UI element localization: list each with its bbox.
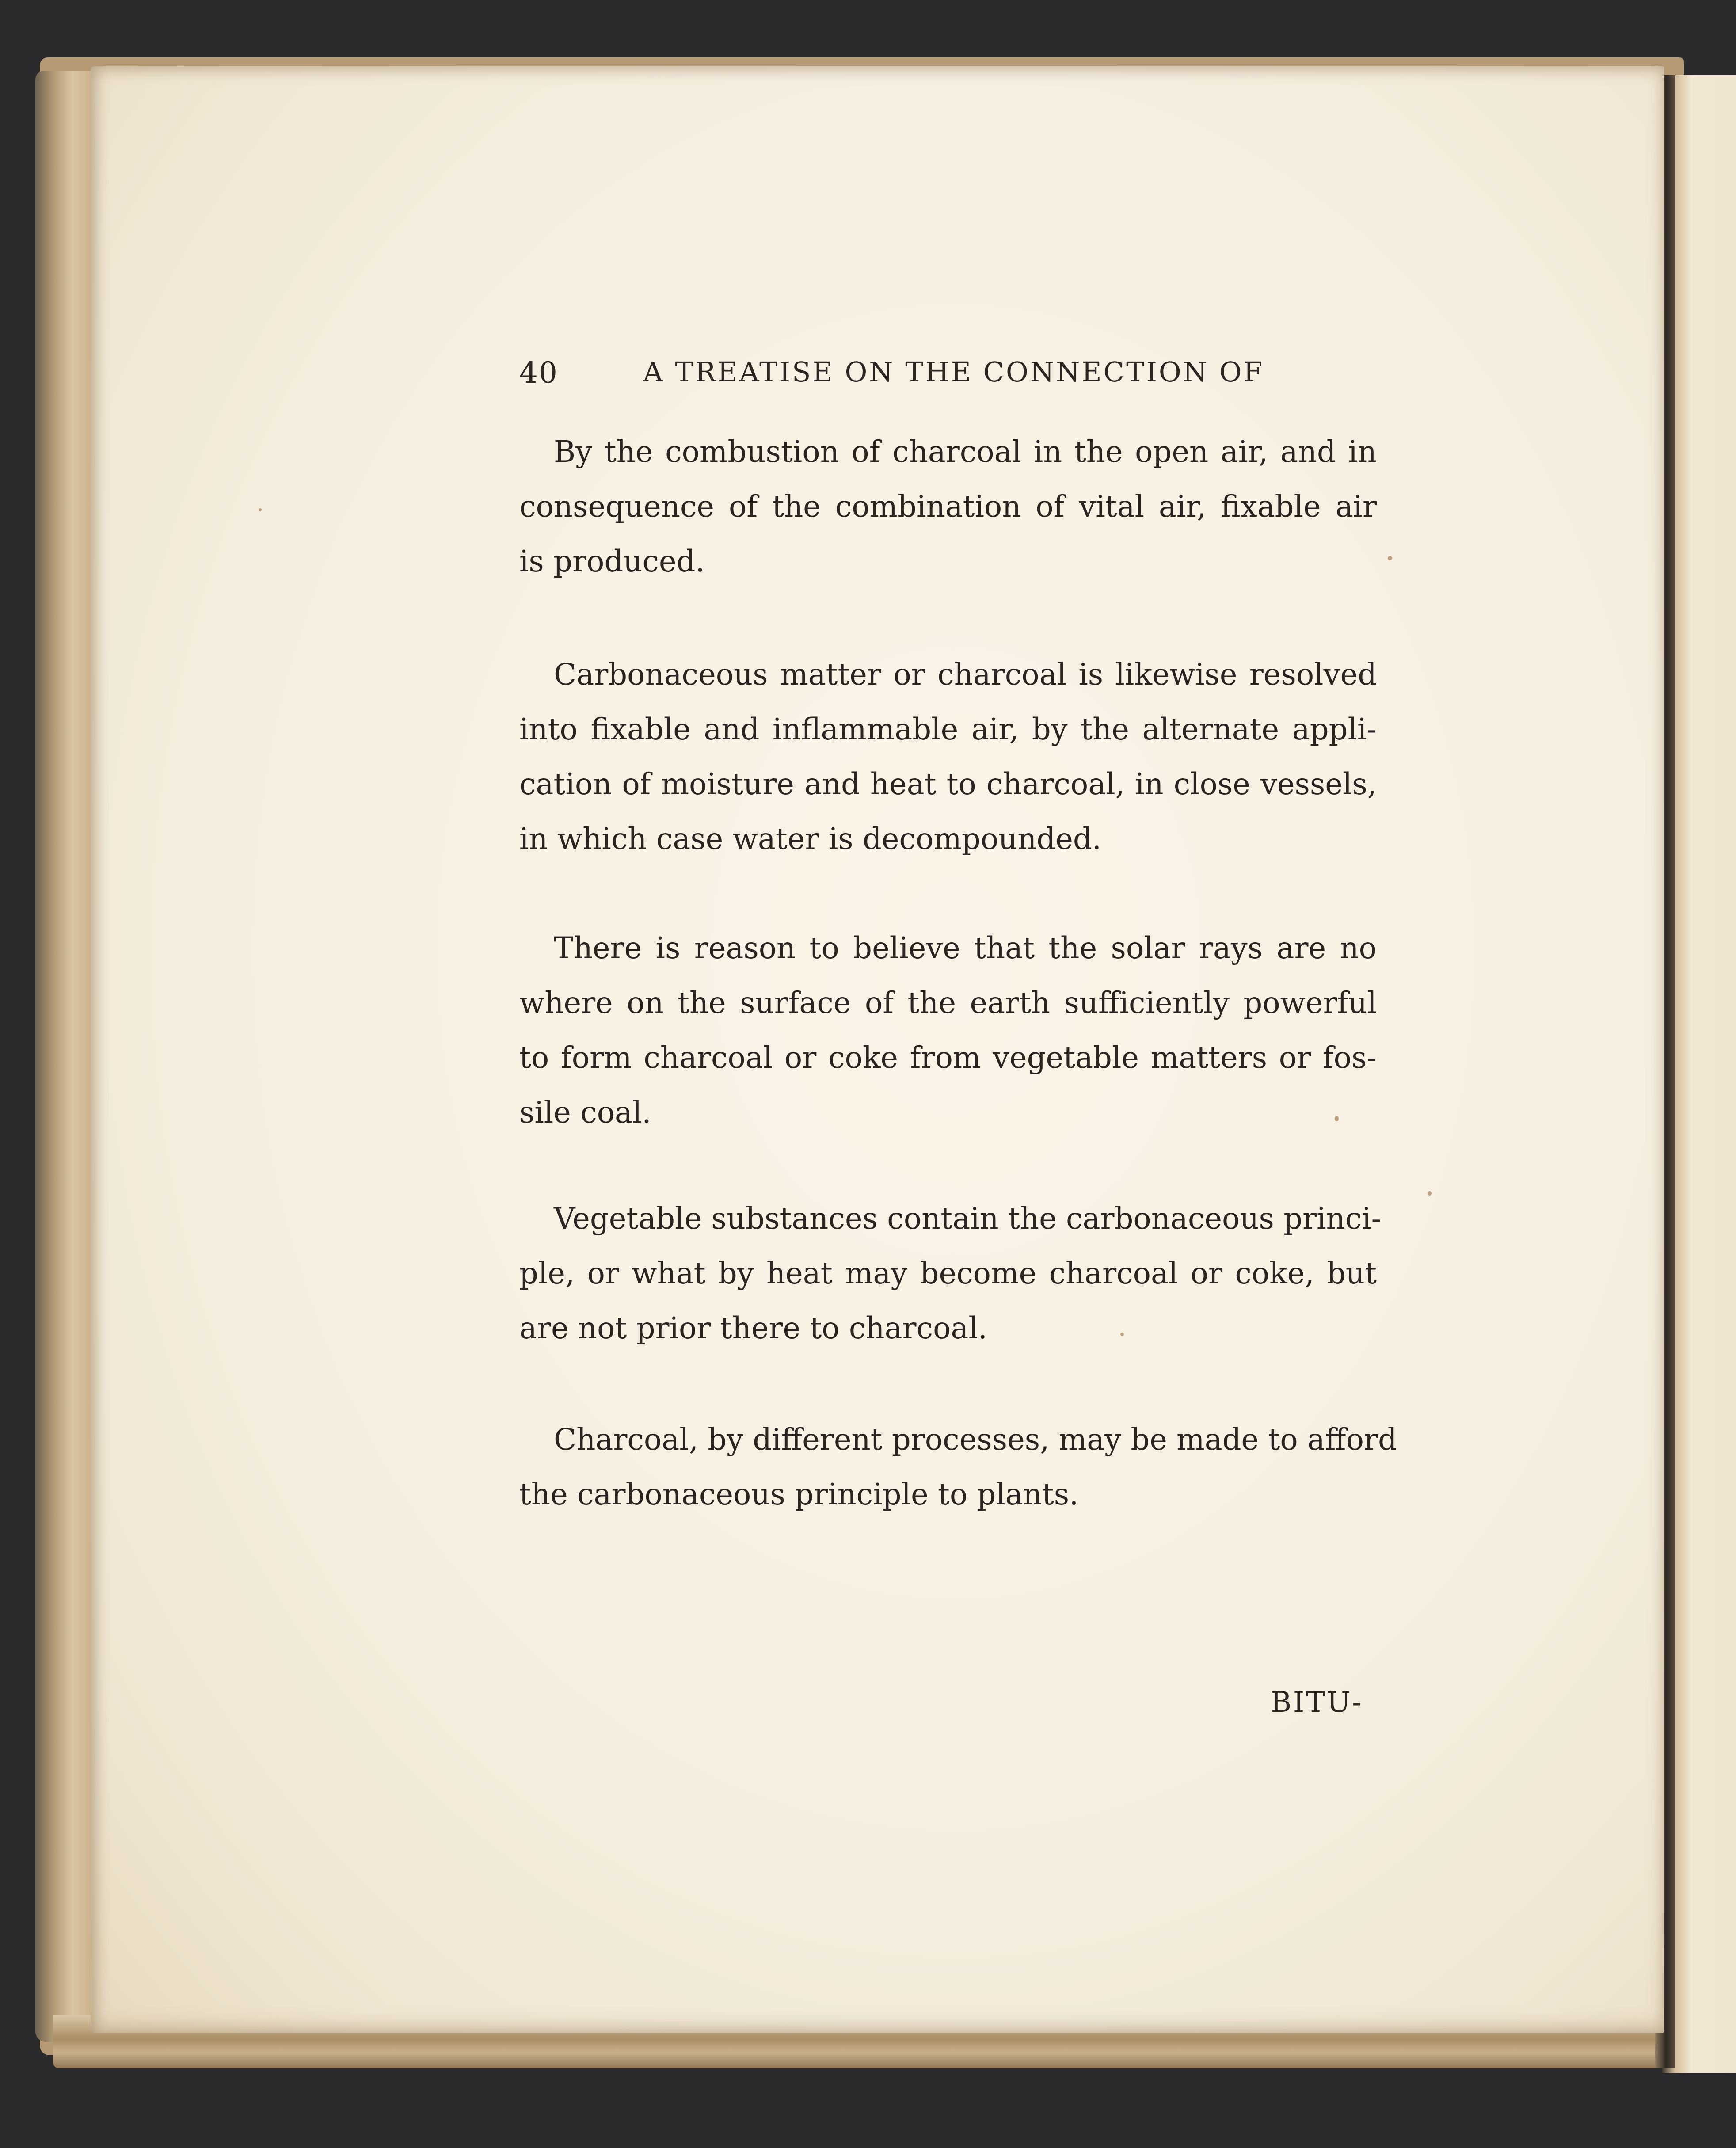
running-head <box>519 356 1386 404</box>
text-line: are not prior there to charcoal. <box>519 1311 988 1345</box>
text-line: ple, or what by heat may become charcoal or coke, but <box>519 1256 1377 1291</box>
catchword: BITU- <box>1271 1686 1363 1719</box>
text-line: Charcoal, by different processes, may be made to afford <box>554 1422 1397 1457</box>
text-line: into fixable and inflammable air, by the alternate appli- <box>519 712 1377 746</box>
text-line: There is reason to believe that the solar rays are no <box>554 931 1377 965</box>
paragraph-2 <box>519 647 1377 866</box>
paragraph-3 <box>519 921 1377 1140</box>
paragraph-4 <box>519 1191 1382 1356</box>
page-number: 40 <box>519 356 558 390</box>
text-line: Vegetable substances contain the carbonaceous princi- <box>554 1201 1382 1236</box>
text-line: Carbonaceous matter or charcoal is likewise resolved <box>554 657 1377 692</box>
text-line: in which case water is decompounded. <box>519 822 1102 856</box>
page-edge-left <box>35 71 97 2042</box>
foxing-spot <box>1428 1191 1432 1196</box>
text-line: to form charcoal or coke from vegetable matters or fos- <box>519 1040 1377 1075</box>
text-line: where on the surface of the earth sufficiently powerful <box>519 986 1377 1020</box>
text-line: cation of moisture and heat to charcoal, in close vessels, <box>519 767 1377 801</box>
text-line: consequence of the combination of vital air, fixable air <box>519 489 1377 524</box>
foxing-spot <box>1388 556 1392 560</box>
running-title: A TREATISE ON THE CONNECTION OF <box>643 356 1264 388</box>
foxing-spot <box>259 508 262 511</box>
text-line: sile coal. <box>519 1095 651 1130</box>
text-line: the carbonaceous principle to plants. <box>519 1477 1079 1512</box>
text-line: is produced. <box>519 544 705 579</box>
paragraph-1 <box>519 424 1377 589</box>
text-line: By the combustion of charcoal in the open air, and in <box>554 434 1377 469</box>
paragraph-5 <box>519 1412 1397 1522</box>
